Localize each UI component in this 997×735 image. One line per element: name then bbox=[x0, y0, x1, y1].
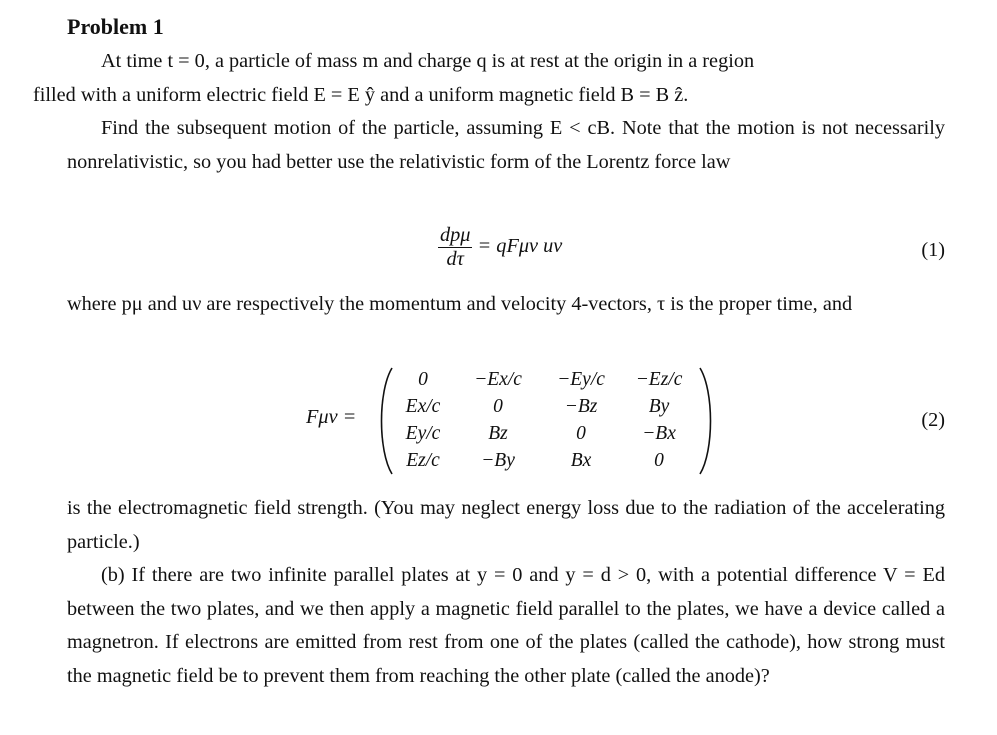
eq1-rhs: = qFμν uν bbox=[477, 235, 563, 258]
part-b-text: If there are two infinite parallel plates at y = 0 and y = d > 0, with a potential difference V = Ed between the two plates, and we then apply a magnetic field parallel to the plates, we have a device called a magnetron. If electrons are emitted from rest from one of the plates (called the cathode), how strong must the magnetic field be to prevent them from reaching the other plate (called the anode)? bbox=[67, 564, 945, 687]
equation-2-number: (2) bbox=[921, 409, 945, 431]
part-b bbox=[67, 559, 945, 693]
matrix-cell: −By bbox=[481, 449, 515, 471]
eq1-numerator: dpμ bbox=[440, 224, 471, 246]
matrix-cell: Bx bbox=[570, 449, 592, 471]
part-a-line-1: At time t = 0, a particle of mass m and charge q is at rest at the origin in a region bbox=[101, 50, 755, 72]
matrix-cell: 0 bbox=[654, 449, 664, 471]
part-b-label: (b) bbox=[101, 564, 125, 586]
matrix-cell: By bbox=[648, 395, 670, 417]
matrix-cell: Bz bbox=[488, 422, 508, 444]
right-paren-icon bbox=[696, 366, 716, 476]
matrix-cell: −Ez/c bbox=[635, 368, 683, 390]
matrix-cell: −Ey/c bbox=[557, 368, 605, 390]
matrix-cell: Ex/c bbox=[405, 395, 441, 417]
part-a-intro bbox=[33, 45, 945, 112]
part-a-line-2: filled with a uniform electric field E = E ŷ and a uniform magnetic field B = B ẑ. bbox=[33, 83, 689, 106]
where-paragraph: where pμ and uν are respectively the momentum and velocity 4-vectors, τ is the proper time, and bbox=[67, 293, 853, 315]
matrix-cell: Ez/c bbox=[406, 449, 440, 471]
eq1-fraction bbox=[438, 224, 472, 271]
equation-1-number: (1) bbox=[921, 239, 945, 261]
matrix-cell: −Bx bbox=[642, 422, 676, 444]
matrix-cell: Ey/c bbox=[405, 422, 441, 444]
equation-1 bbox=[438, 224, 562, 271]
equation-2 bbox=[306, 366, 706, 476]
eq1-denominator: dτ bbox=[446, 248, 464, 270]
matrix-cell: −Bz bbox=[564, 395, 598, 417]
field-strength-matrix bbox=[390, 366, 696, 474]
matrix-cell: 0 bbox=[418, 368, 428, 390]
matrix-cell: −Ex/c bbox=[474, 368, 522, 390]
eq2-lhs: Fμν = bbox=[306, 406, 357, 428]
matrix-cell: 0 bbox=[576, 422, 586, 444]
part-a-task: Find the subsequent motion of the particle, assuming E < cB. Note that the motion is not necessarily nonrelativistic, so you had better use the relativistic form of the Lorentz force law bbox=[67, 117, 945, 173]
matrix-cell: 0 bbox=[493, 395, 503, 417]
problem-title: Problem 1 bbox=[67, 14, 164, 39]
field-strength-paragraph: is the electromagnetic field strength. (You may neglect energy loss due to the radiation of the accelerating particle.) bbox=[67, 497, 945, 553]
